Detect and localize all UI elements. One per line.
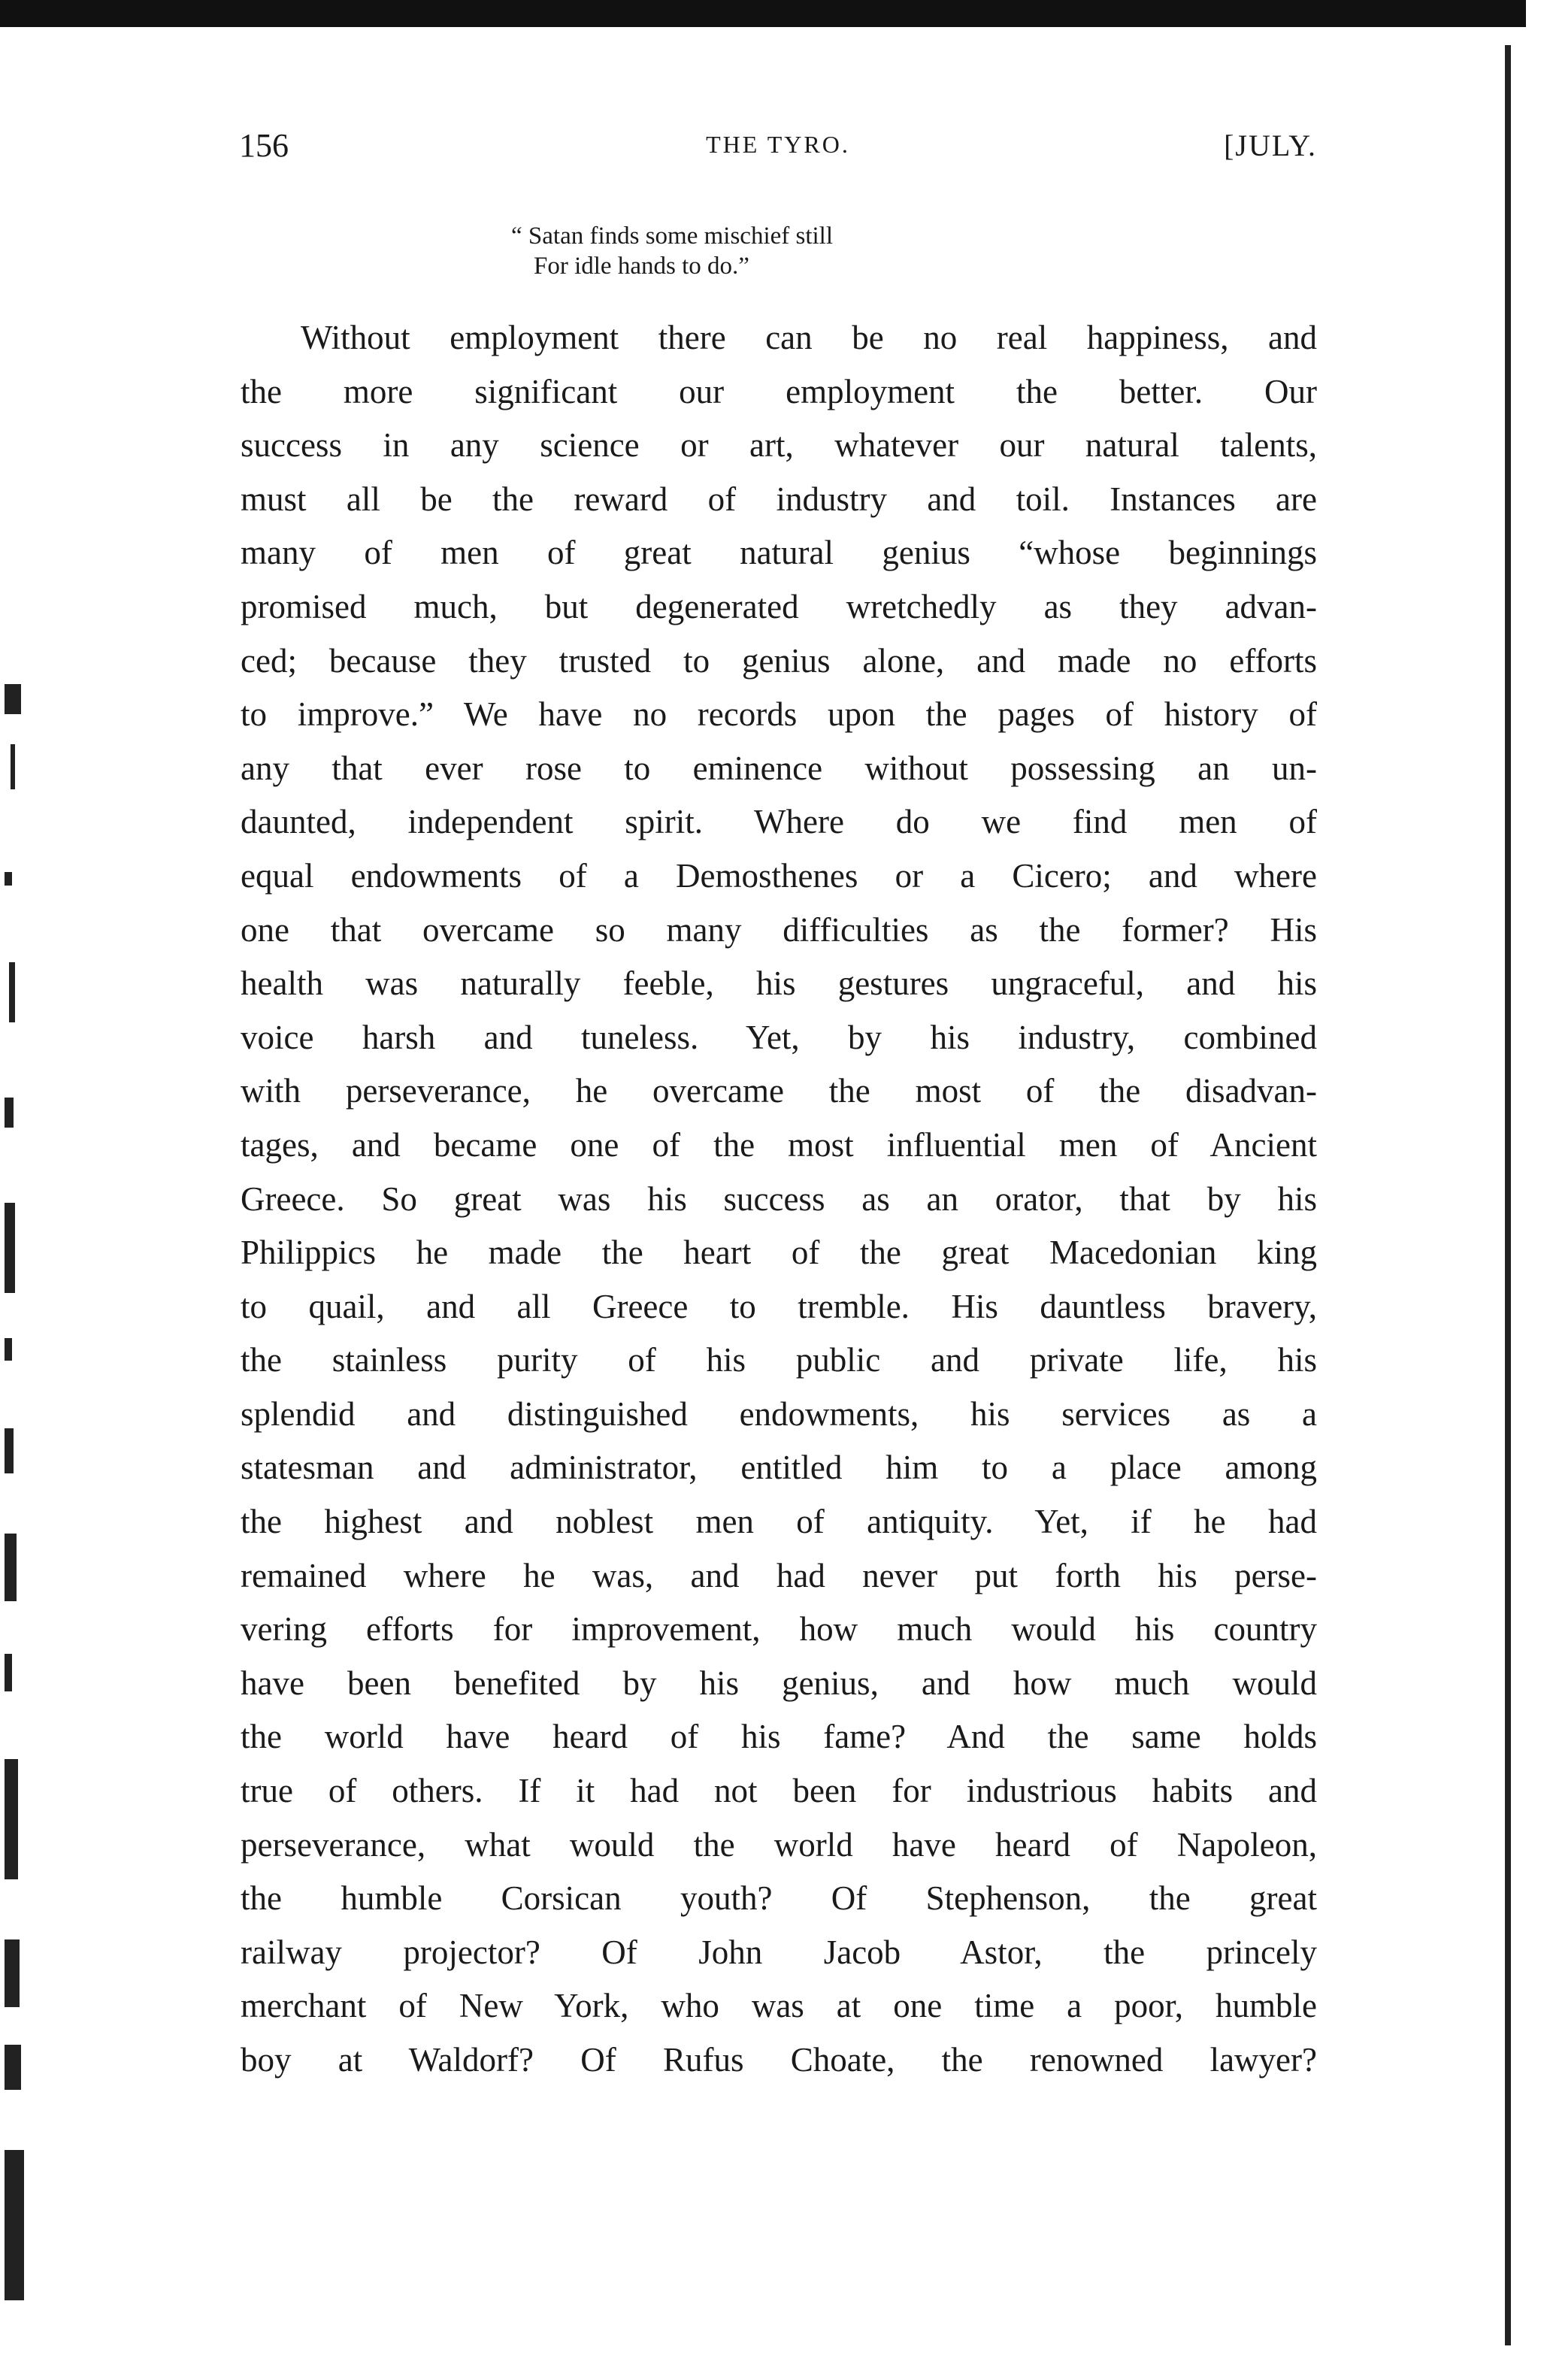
text-line: merchant of New York, who was at one time a poor, humble bbox=[241, 1987, 1317, 2025]
text-line: any that ever rose to eminence without possessing an un- bbox=[241, 749, 1317, 787]
scan-left-margin-marks bbox=[0, 677, 36, 2375]
text-line: daunted, independent spirit. Where do we find men of bbox=[241, 803, 1317, 841]
text-line: the world have heard of his fame? And the same holds bbox=[241, 1718, 1317, 1756]
running-title: THE TYRO. bbox=[706, 131, 850, 158]
text-line: to improve.” We have no records upon the pages of history of bbox=[241, 695, 1317, 734]
text-line: Philippics he made the heart of the great Macedonian king bbox=[241, 1234, 1317, 1272]
text-line: vering efforts for improvement, how much would his country bbox=[241, 1610, 1317, 1649]
text-line: to quail, and all Greece to tremble. His dauntless bravery, bbox=[241, 1287, 1317, 1325]
text-line: the stainless purity of his public and private life, his bbox=[241, 1341, 1317, 1379]
body-text bbox=[241, 311, 1317, 2088]
text-line: Greece. So great was his success as an orator, that by his bbox=[241, 1179, 1317, 1218]
text-line: boy at Waldorf? Of Rufus Choate, the renowned lawyer? bbox=[241, 2041, 1317, 2079]
text-line: the humble Corsican youth? Of Stephenson, the great bbox=[241, 1879, 1317, 1918]
scan-top-border bbox=[0, 0, 1526, 27]
text-line: must all be the reward of industry and toil. Instances are bbox=[241, 480, 1317, 518]
running-date: [JULY. bbox=[1224, 129, 1317, 162]
text-line: tages, and became one of the most influential men of Ancient bbox=[241, 1125, 1317, 1164]
page-number: 156 bbox=[239, 127, 289, 164]
text-line: many of men of great natural genius “whose beginnings bbox=[241, 534, 1317, 572]
text-line: the more significant our employment the better. Our bbox=[241, 372, 1317, 410]
epigraph bbox=[511, 221, 1082, 281]
text-line: equal endowments of a Demosthenes or a Cicero; and where bbox=[241, 856, 1317, 895]
text-line: perseverance, what would the world have heard of Napoleon, bbox=[241, 1825, 1317, 1864]
epigraph-line-2: For idle hands to do.” bbox=[534, 253, 749, 280]
text-line: with perseverance, he overcame the most of the disadvan- bbox=[241, 1072, 1317, 1110]
text-line: railway projector? Of John Jacob Astor, the princely bbox=[241, 1933, 1317, 1971]
text-line: have been benefited by his genius, and how much would bbox=[241, 1664, 1317, 1702]
text-line: true of others. If it had not been for industrious habits and bbox=[241, 1772, 1317, 1810]
text-line: Without employment there can be no real happiness, and bbox=[301, 319, 1317, 356]
page-header bbox=[239, 126, 1317, 174]
text-line: statesman and administrator, entitled him to a place among bbox=[241, 1449, 1317, 1487]
scan-right-border bbox=[1505, 45, 1511, 2345]
text-line: the highest and noblest men of antiquity. Yet, if he had bbox=[241, 1503, 1317, 1541]
text-line: splendid and distinguished endowments, his services as a bbox=[241, 1394, 1317, 1433]
text-line: ced; because they trusted to genius alone, and made no efforts bbox=[241, 641, 1317, 680]
text-line: voice harsh and tuneless. Yet, by his industry, combined bbox=[241, 1018, 1317, 1056]
text-line: success in any science or art, whatever our natural talents, bbox=[241, 426, 1317, 465]
text-line: one that overcame so many difficulties as the former? His bbox=[241, 910, 1317, 949]
text-line: health was naturally feeble, his gestures ungraceful, and his bbox=[241, 964, 1317, 1003]
epigraph-line-1: “ Satan finds some mischief still bbox=[511, 223, 834, 250]
text-line: remained where he was, and had never put forth his perse- bbox=[241, 1556, 1317, 1594]
text-line: promised much, but degenerated wretchedly as they advan- bbox=[241, 587, 1317, 625]
